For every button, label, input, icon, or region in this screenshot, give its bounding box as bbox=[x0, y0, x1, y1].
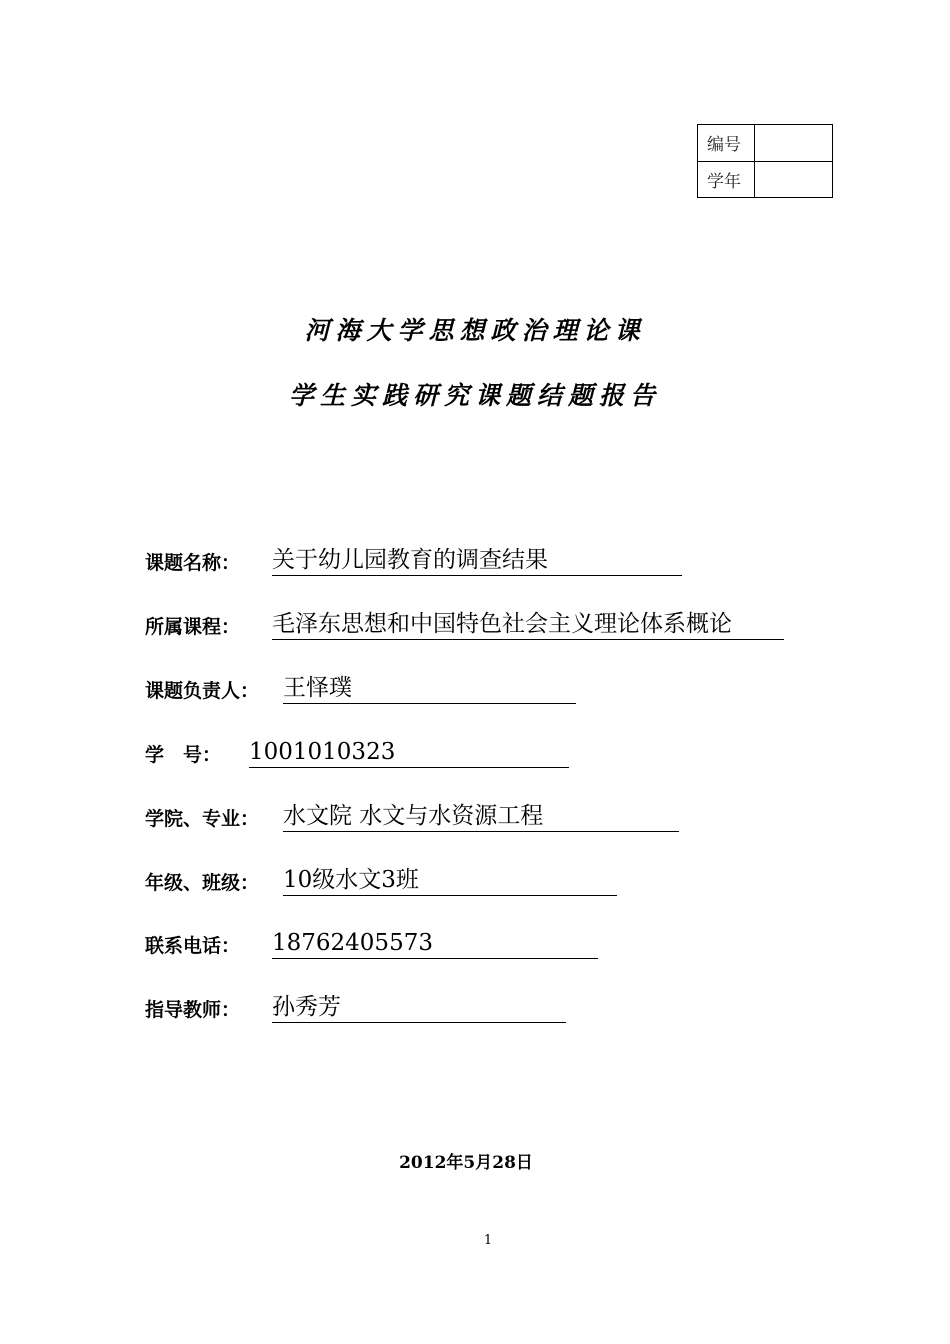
page-number: 1 bbox=[483, 1233, 493, 1248]
field-leader-value: 王怿璞 bbox=[283, 673, 576, 704]
field-phone-label: 联系电话： bbox=[145, 935, 241, 957]
field-topic-label: 课题名称： bbox=[145, 552, 241, 574]
field-student-id-label: 学 号： bbox=[145, 744, 222, 766]
field-grade-class bbox=[145, 862, 617, 896]
field-student-id-value: 1001010323 bbox=[249, 737, 569, 768]
field-grade-class-value: 10级水文3班 bbox=[283, 865, 617, 896]
field-course-label: 所属课程： bbox=[145, 616, 241, 638]
field-advisor-value: 孙秀芳 bbox=[272, 992, 566, 1023]
field-course bbox=[145, 606, 784, 640]
field-phone bbox=[145, 925, 598, 959]
field-leader-label: 课题负责人： bbox=[145, 680, 260, 702]
title-line-1: 河海大学思想政治理论课 bbox=[304, 316, 646, 345]
field-topic-value: 关于幼儿园教育的调查结果 bbox=[272, 545, 682, 576]
number-label: 编号 bbox=[698, 125, 755, 162]
field-student-id bbox=[145, 734, 569, 768]
field-college-major-value: 水文院 水文与水资源工程 bbox=[283, 801, 679, 832]
field-phone-value: 18762405573 bbox=[272, 928, 598, 959]
field-course-value: 毛泽东思想和中国特色社会主义理论体系概论 bbox=[272, 609, 784, 640]
field-leader bbox=[145, 670, 576, 704]
year-label: 学年 bbox=[698, 161, 755, 198]
field-topic bbox=[145, 542, 682, 576]
number-value bbox=[755, 125, 833, 162]
field-college-major bbox=[145, 798, 679, 832]
title-line-2: 学生实践研究课题结题报告 bbox=[288, 381, 661, 410]
report-date: 2012年5月28日 bbox=[399, 1153, 533, 1173]
field-advisor bbox=[145, 989, 566, 1023]
id-table bbox=[697, 124, 833, 198]
field-college-major-label: 学院、专业： bbox=[145, 808, 260, 830]
field-grade-class-label: 年级、班级： bbox=[145, 872, 260, 894]
field-advisor-label: 指导教师： bbox=[145, 999, 241, 1021]
year-value bbox=[755, 161, 833, 198]
